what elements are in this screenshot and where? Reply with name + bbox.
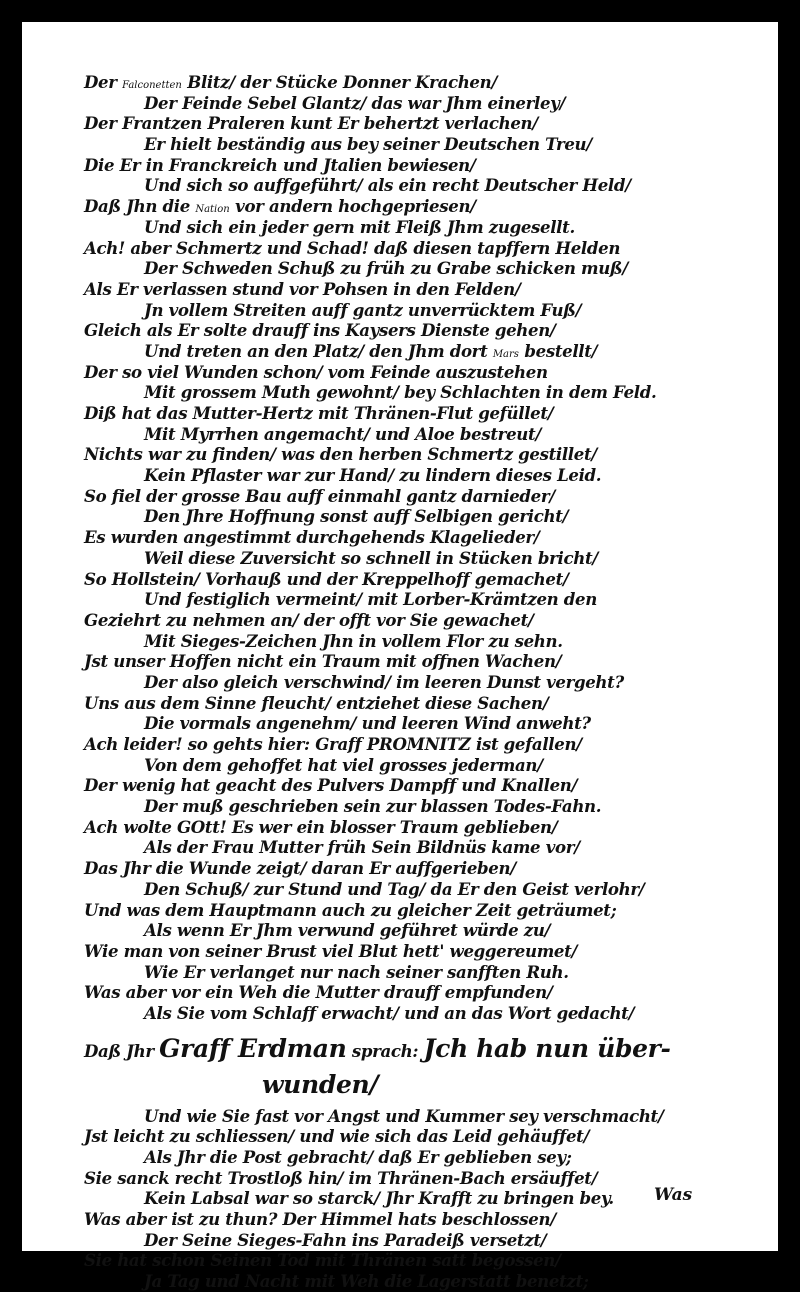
verse-line: Mit grossem Muth gewohnt/ bey Schlachten in dem Feld. [144,382,657,403]
verse-line: Den Jhre Hoffnung sonst auff Selbigen gericht/ [144,506,569,527]
verse-line: Der muß geschrieben sein zur blassen Todes-Fahn. [144,796,602,817]
emphasis-name: Graff Erdman [159,1033,347,1063]
verse-line: Den Schuß/ zur Stund und Tag/ da Er den Geist verlohr/ [144,878,645,899]
verse-line: So fiel der grosse Bau auff einmahl gantz darnieder/ [84,485,555,506]
verse-line: Und sich ein jeder gern mit Fleiß Jhm zugesellt. [144,216,575,237]
verse-line: Was aber vor ein Weh die Mutter drauff empfunden/ [84,982,553,1003]
verse-line: Das Jhr die Wunde zeigt/ daran Er auffgerieben/ [84,858,516,879]
verse-line: Der Frantzen Praleren kunt Er behertzt verlachen/ [84,113,538,134]
verse-text: vor andern hochgepriesen/ [229,196,476,217]
catchword: Was [654,1185,693,1205]
verse-line: Die vormals angenehm/ und leeren Wind anweht? [144,713,591,734]
verse-line: Kein Labsal war so starck/ Jhr Krafft zu bringen bey. [144,1188,614,1209]
verse-line: Gleich als Er solte drauff ins Kaysers Dienste gehen/ [84,320,556,341]
verse-line: Er hielt beständig aus bey seiner Deutschen Treu/ [144,134,592,155]
verse-line [84,341,724,362]
verse-text: Daß Jhr [84,1040,160,1061]
verse-text: Blitz/ der Stücke Donner Krachen/ [181,72,498,92]
verse-line: Als Er verlassen stund vor Pohsen in den Felden/ [84,278,521,299]
verse-line: Sie hat schon Seinen Tod mit Thränen satt begossen/ [84,1250,561,1271]
verse-line: Der Schweden Schuß zu früh zu Grabe schicken muß/ [144,258,628,279]
verse-line: Und festiglich vermeint/ mit Lorber-Krämtzen den [144,589,597,610]
verse-line: Von dem gehoffet hat viel grosses jederman/ [144,754,543,775]
poem-text [84,72,724,1292]
verse-line: Und was dem Hauptmann auch zu gleicher Zeit geträumet; [84,899,617,920]
verse-line: Wie Er verlanget nur nach seiner sanfften Ruh. [144,961,569,982]
verse-line: Wie man von seiner Brust viel Blut hett' weggereumet/ [84,940,578,961]
verse-line: Ach wolte GOtt! Es wer ein blosser Traum geblieben/ [84,816,558,837]
verse-line: Geziehrt zu nehmen an/ der offt vor Sie gewachet/ [84,609,534,630]
verse-line: So Hollstein/ Vorhauß und der Kreppelhoff gemachet/ [84,568,569,589]
verse-line: Die Er in Franckreich und Jtalien bewiesen/ [84,154,476,175]
verse-line: Kein Pflaster war zur Hand/ zu lindern dieses Leid. [144,465,602,486]
verse-text: Daß Jhn die [84,196,196,217]
verse-line: Der so viel Wunden schon/ vom Feinde auszustehen [84,361,548,382]
verse-text: sprach: [346,1040,424,1061]
verse-line: Als der Frau Mutter früh Sein Bildnüs kame vor/ [144,837,580,858]
verse-text: Und treten an den Platz/ den Jhm dort [144,340,493,361]
verse-line: Der Feinde Sebel Glantz/ das war Jhm einerley/ [144,92,566,113]
verse-line: Sie sanck recht Trostloß hin/ im Thränen-Bach ersäuffet/ [84,1167,598,1188]
verse-line: Jn vollem Streiten auff gantz unverrücktem Fuß/ [144,299,582,320]
verse-line: Ja Tag und Nacht mit Weh die Lagerstatt benetzt; [144,1271,589,1292]
emphasis-quote: Jch hab nun über- [423,1033,671,1063]
verse-line: Und wie Sie fast vor Angst und Kummer sey verschmacht/ [144,1105,664,1126]
page [22,22,778,1292]
verse-line: Nichts war zu finden/ was den herben Schmertz gestillet/ [84,444,597,465]
verse-line: Und sich so auffgeführt/ als ein recht Deutscher Held/ [144,175,631,196]
verse-line: Als Jhr die Post gebracht/ daß Er geblieben sey; [144,1147,572,1167]
roman-word: Nation [195,204,230,216]
verse-line-emphasis [84,1030,724,1066]
verse-line [84,72,724,93]
roman-word: Falconetten [122,80,182,91]
verse-line: Weil diese Zuversicht so schnell in Stücken bricht/ [144,547,598,568]
verse-line: Uns aus dem Sinne fleucht/ entziehet diese Sachen/ [84,692,549,713]
verse-line: Der also gleich verschwind/ im leeren Dunst vergeht? [144,671,624,692]
verse-line: Diß hat das Mutter-Hertz mit Thränen-Flut gefüllet/ [84,403,554,423]
verse-line: Der wenig hat geacht des Pulvers Dampff und Knallen/ [84,775,578,796]
emphasis-continuation: wunden/ [262,1069,379,1099]
verse-line: Der Seine Sieges-Fahn ins Paradeiß versetzt/ [144,1229,547,1250]
verse-line: Jst leicht zu schliessen/ und wie sich das Leid gehäuffet/ [84,1126,590,1147]
verse-line: Als Sie vom Schlaff erwacht/ und an das Wort gedacht/ [144,1002,635,1023]
verse-line: Mit Myrrhen angemacht/ und Aloe bestreut/ [144,423,542,444]
verse-line: Es wurden angestimmt durchgehends Klagelieder/ [84,527,540,548]
verse-line: Ach! aber Schmertz und Schad! daß diesen tapffern Helden [84,237,621,258]
verse-text: Der [84,72,123,92]
verse-line: Jst unser Hoffen nicht ein Traum mit offnen Wachen/ [84,651,562,672]
verse-line: Als wenn Er Jhm verwund geführet würde zu/ [144,920,551,941]
verse-line: Ach leider! so gehts hier: Graff PROMNITZ ist gefallen/ [84,734,582,754]
verse-line [84,196,724,217]
verse-line: Was aber ist zu thun? Der Himmel hats beschlossen/ [84,1209,556,1230]
verse-line: Mit Sieges-Zeichen Jhn in vollem Flor zu sehn. [144,630,563,651]
roman-word: Mars [492,348,519,360]
verse-text: bestellt/ [518,340,598,361]
